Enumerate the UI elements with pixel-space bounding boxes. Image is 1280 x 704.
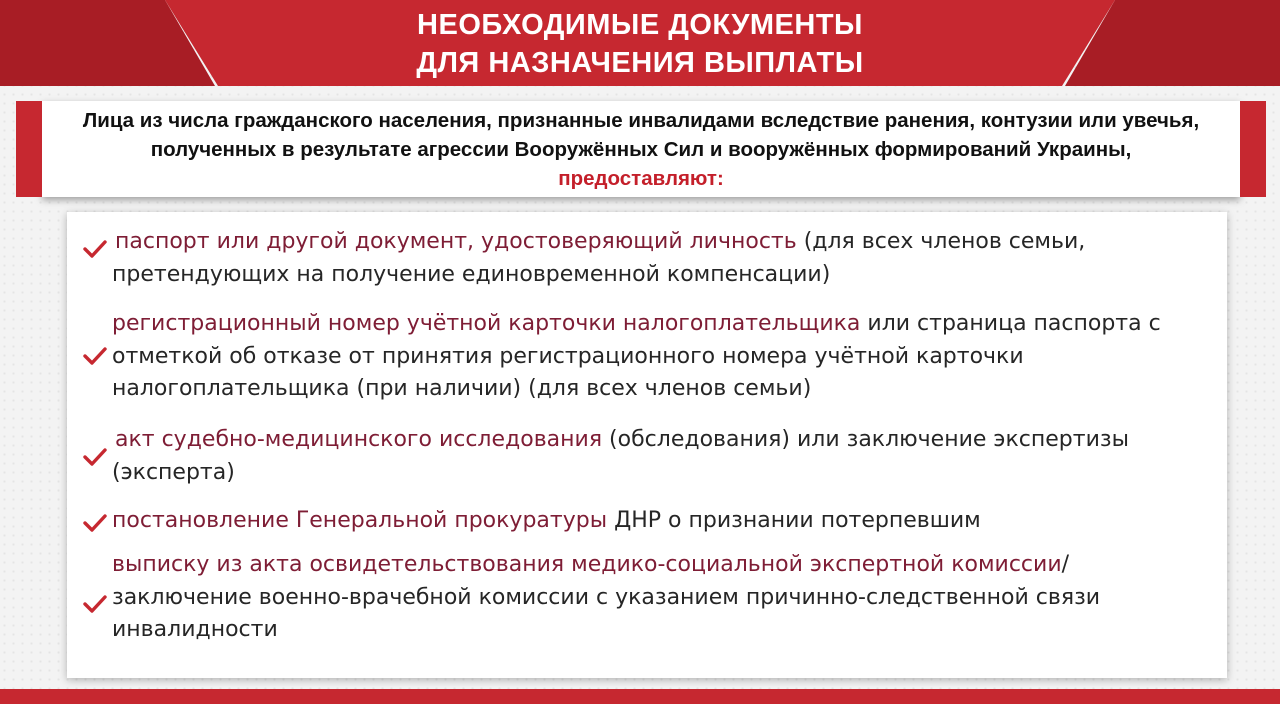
document-text: (обследования) или заключение экспертизы (эксперта) <box>112 427 1129 485</box>
intro-main-text: Лица из числа гражданского населения, признанные инвалидами вследствие ранения, контузии или увечья, полученных в результате агрессии Вооружённых Сил и вооружённых формирований Украины, <box>82 109 1200 161</box>
header-banner <box>0 0 1280 92</box>
document-item <box>112 549 1187 647</box>
checkmark-icon <box>83 447 107 467</box>
title-line-1: НЕОБХОДИМЫЕ ДОКУМЕНТЫ <box>417 9 863 41</box>
document-highlight: паспорт или другой документ, удостоверяющий личность <box>115 229 797 254</box>
title-line-2: ДЛЯ НАЗНАЧЕНИЯ ВЫПЛАТЫ <box>416 47 864 79</box>
documents-panel <box>67 212 1227 678</box>
intro-tab-right <box>1240 101 1266 197</box>
intro-text <box>72 106 1210 193</box>
page-title <box>0 6 1280 82</box>
checkmark-icon <box>83 346 107 366</box>
document-text: ДНР о признании потерпевшим <box>607 508 981 533</box>
checkmark-icon <box>83 594 107 614</box>
document-highlight: акт судебно-медицинского исследования <box>115 427 603 452</box>
document-item <box>112 308 1187 406</box>
checkmark-icon <box>83 513 107 533</box>
intro-box <box>42 101 1240 197</box>
document-text: /заключение военно-врачебной комиссии с указанием причинно-следственной связи инвалидности <box>112 552 1101 642</box>
document-highlight: выписку из акта освидетельствования медико-социальной экспертной комиссии <box>112 552 1062 577</box>
document-highlight: постановление Генеральной прокуратуры <box>112 508 608 533</box>
document-item <box>112 226 1187 291</box>
document-highlight: регистрационный номер учётной карточки налогоплательщика <box>112 311 861 336</box>
document-text: или страница паспорта с отметкой об отказе от принятия регистрационного номера учётной карточки налогоплательщика (при наличии) (для всех членов семьи) <box>112 311 1161 401</box>
bottom-bar <box>0 689 1280 704</box>
intro-accent-text: предоставляют: <box>558 167 724 190</box>
document-text: (для всех членов семьи, претендующих на получение единовременной компенсации) <box>112 229 1086 287</box>
checkmark-icon <box>83 239 107 259</box>
intro-tab-left <box>16 101 42 197</box>
document-item <box>112 424 1187 489</box>
document-item <box>112 505 1187 538</box>
